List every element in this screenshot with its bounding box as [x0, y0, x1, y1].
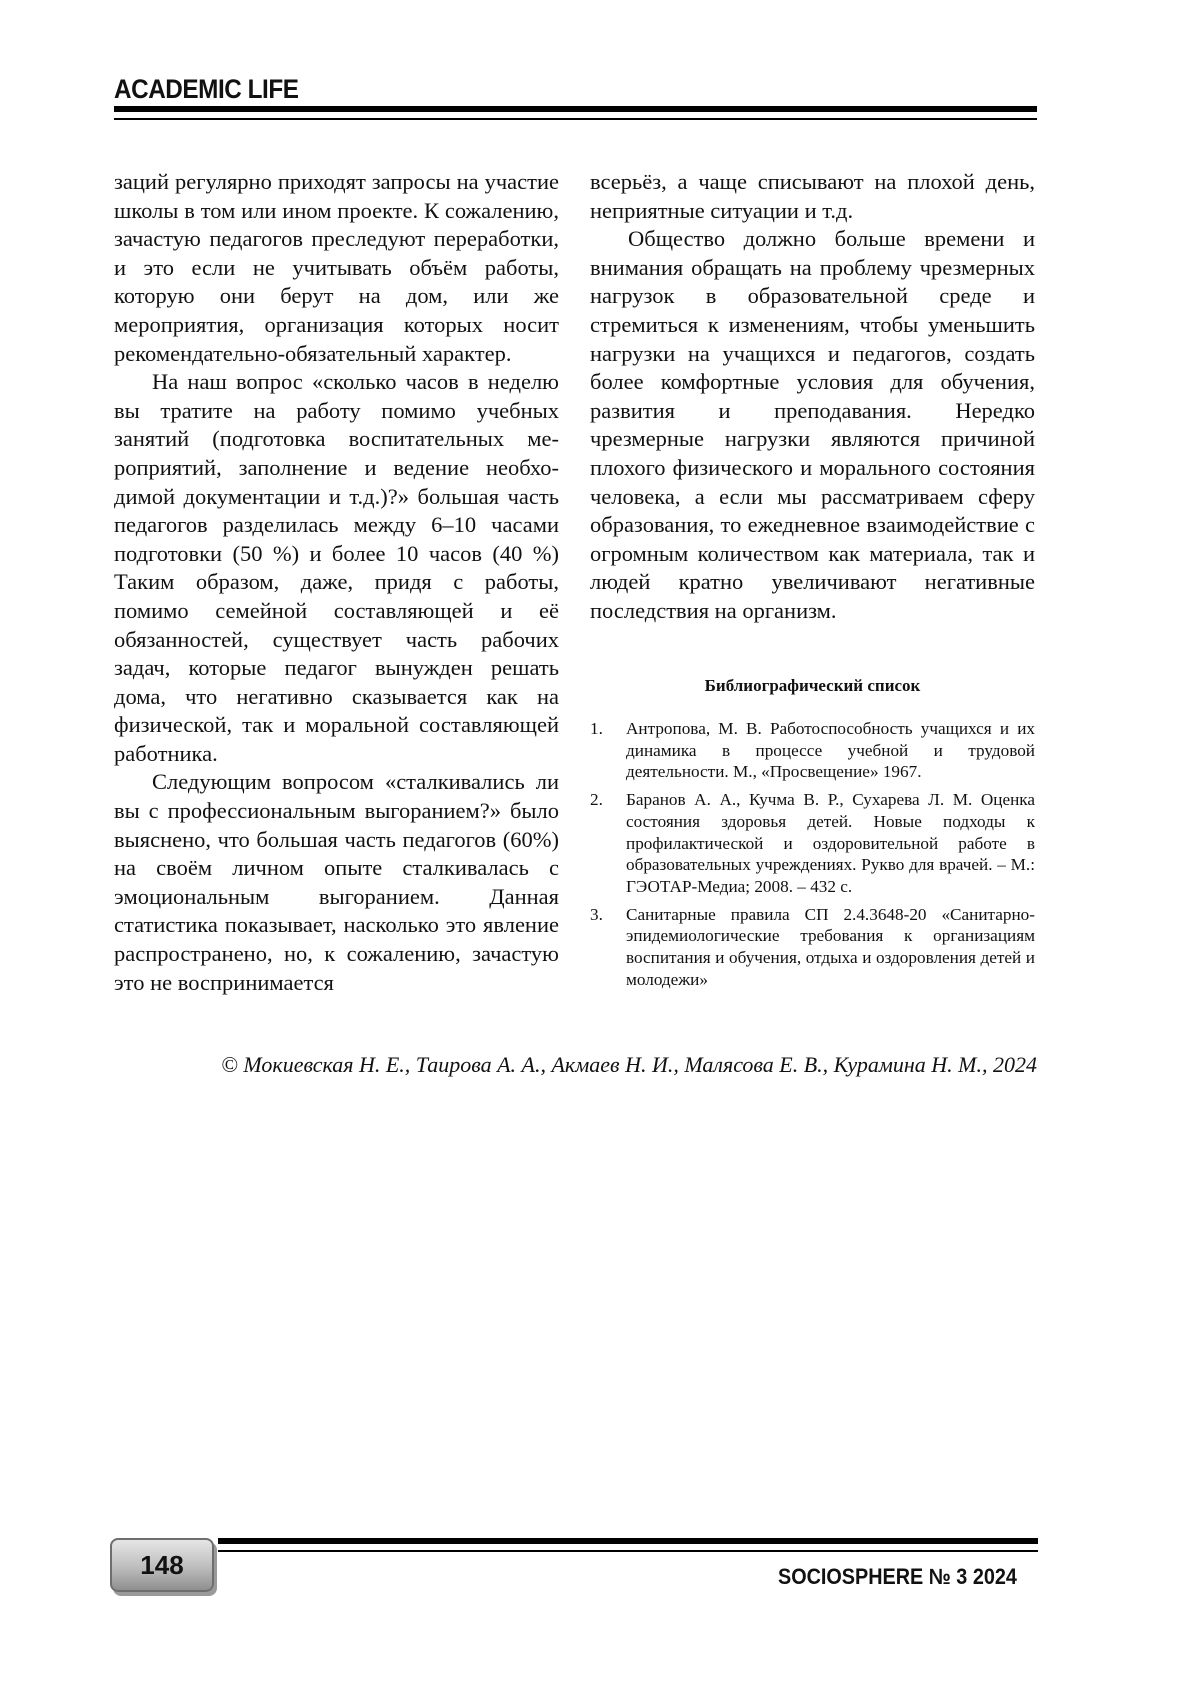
- page-number-badge: [110, 1538, 214, 1592]
- bibliography-list: [590, 718, 1035, 996]
- bibliography-item-number: 3.: [590, 904, 603, 924]
- header-rule-thick: [114, 106, 1037, 112]
- copyright-line: © Мокиевская Н. Е., Таирова А. А., Акмаев Н. И., Малясова Е. В., Курамина Н. М., 2024: [221, 1052, 1037, 1077]
- footer-rule-thin: [218, 1550, 1038, 1552]
- left-column: [114, 168, 559, 997]
- bibliography-item-text: Санитарные правила СП 2.4.3648-20 «Санитарно-эпидемиологические требования к организациям воспитания и обучения, отдыха и оздоровления детей и молодежи»: [626, 904, 1035, 989]
- bibliography-item-number: 2.: [590, 790, 603, 810]
- paragraph: всерьёз, а чаще списывают на плохой день, неприятные ситуации и т.д.: [590, 169, 1035, 223]
- bibliography-item-text: Антропова, М. В. Работоспособность учащихся и их динамика в процессе учебной и трудовой деятельности. М., «Просвещение» 1967.: [626, 719, 1035, 782]
- bibliography-item-number: 1.: [590, 719, 603, 738]
- bibliography-item: [590, 718, 1035, 783]
- paragraph: Общество должно больше времени и внимания обращать на проблему чрезмерных нагрузок в образовательной среде и стремиться к изменениям, чтобы уменьшить нагрузки на учащихся и педагогов, создать более комфортные условия для обучения, развития и преподавания. Нередко чрезмерные нагрузки являются причиной плохого физического и морального состояния человека, а если мы рассматриваем сферу образования, то ежедневное взаимодействие с огромным количеством как материала, так и людей кратно увеличивают негативные последствия на организм.: [590, 226, 1035, 623]
- page-number: 148: [140, 1549, 184, 1580]
- bibliography-item-text: Баранов А. А., Кучма В. Р., Сухарева Л. М. Оценка состояния здоровья детей. Новые подходы к профилактической и оздоровительной работе в образовательных учреждениях. Рукво для врачей. – М.: ГЭОТАР-Медиа; 2008. – 432 с.: [626, 790, 1035, 896]
- header-rule-thin: [114, 118, 1037, 120]
- bibliography-item: [590, 789, 1035, 898]
- right-column: [590, 168, 1035, 626]
- bibliography-heading: Библиографический список: [704, 676, 921, 695]
- paragraph: Следующим вопросом «сталкивались ли вы с профессиональным выгоранием?» было выяснено, что большая часть педагогов (60%) на своём личном опыте сталкивалась с эмоциональным выгоранием. Данная статистика показывает, насколько это явление распространено, но, к сожалению, зачастую это не воспринимается: [114, 769, 559, 995]
- paragraph: На наш вопрос «сколько часов в неделю вы тратите на работу помимо учебных занятий (подготовка воспитательных мероприятий, заполнение и ведение необходимой документации и т.д.)?» большая часть педагогов разделилась между 6–10 часами подготовки (50 %) и более 10 часов (40 %) Таким образом, даже, придя с работы, помимо семейной составляющей и её обязанностей, существует часть рабочих задач, которые педагог вынужден решать дома, что негативно сказывается как на физической, так и моральной составляющей работника.: [114, 369, 559, 766]
- section-header-title: ACADEMIC LIFE: [114, 74, 299, 104]
- footer-rule-thick: [218, 1538, 1038, 1544]
- journal-issue: SOCIOSPHERE № 3 2024: [778, 1564, 1017, 1589]
- bibliography-item: [590, 904, 1035, 991]
- paragraph: заций регулярно приходят запросы на участие школы в том или ином проекте. К сожалению, зачастую педагогов преследуют переработки, и это если не учитывать объём работы, которую они берут на дом, или же мероприятия, организация которых носит рекомендательно-обязательный характер.: [114, 169, 559, 366]
